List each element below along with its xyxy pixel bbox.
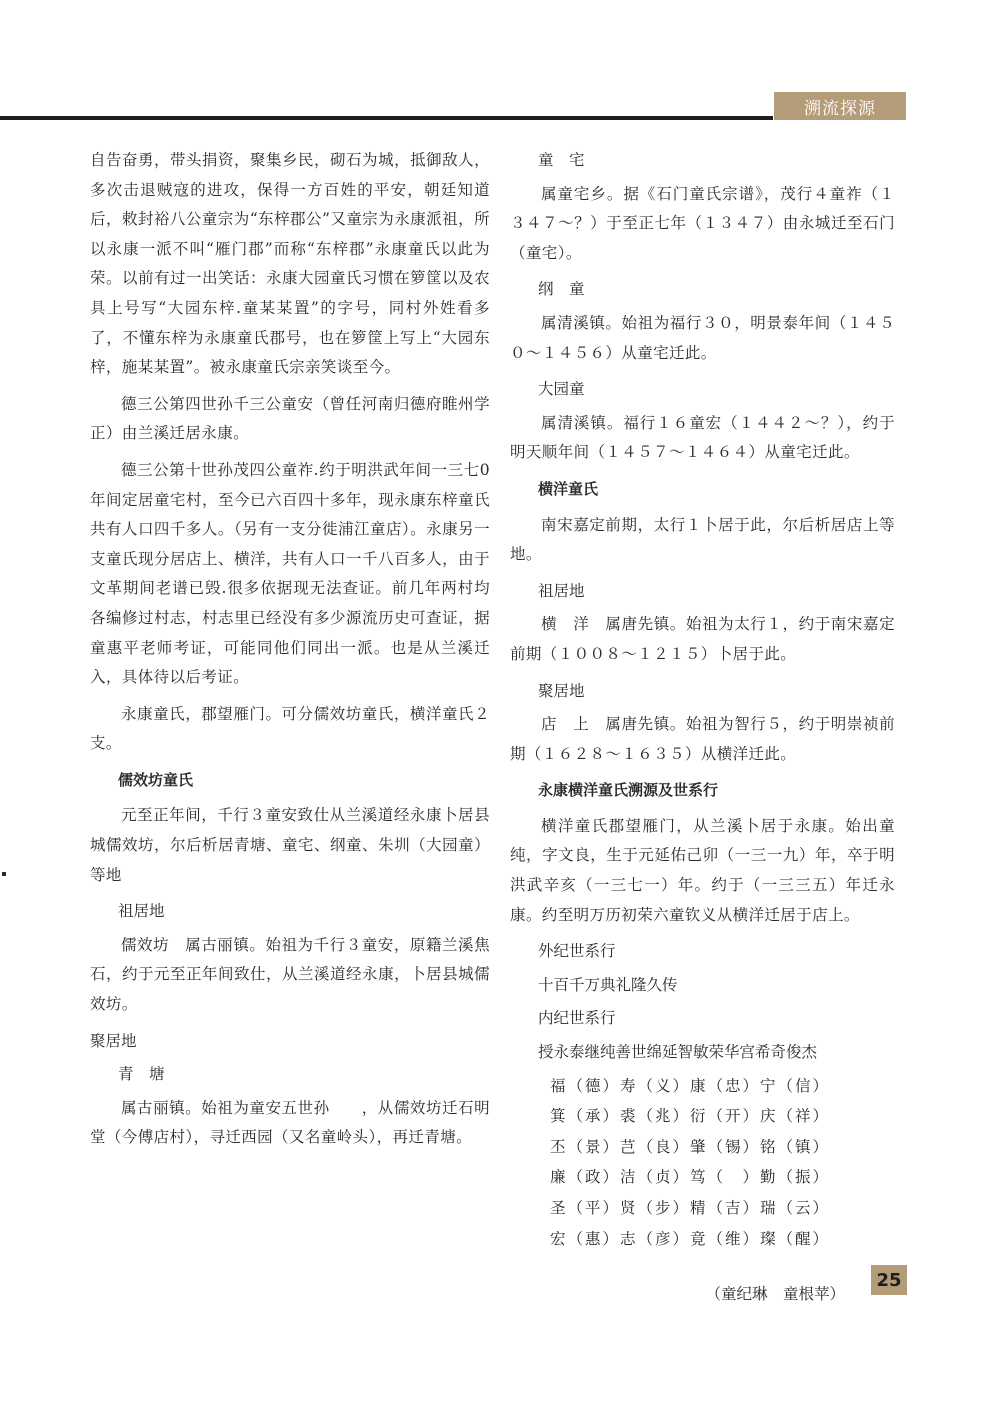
paragraph: 德三公第四世孙千三公童安（曾任河南归德府睢州学正）由兰溪迁居永康。 bbox=[90, 394, 490, 443]
paragraph: 儒效坊 属古丽镇。始祖为千行３童安，原籍兰溪焦石，约于元至正年间致仕，从兰溪道经永康，卜居县城儒效坊。 bbox=[90, 935, 490, 1014]
subheading: 纲 童 bbox=[538, 280, 585, 299]
right-column bbox=[510, 146, 895, 1310]
left-column bbox=[90, 146, 490, 1160]
subheading: 祖居地 bbox=[538, 581, 585, 600]
subheading: 青 塘 bbox=[118, 1065, 165, 1084]
subheading: 外纪世系行 bbox=[538, 942, 616, 961]
section-heading: 永康横洋童氏溯源及世系行 bbox=[538, 781, 719, 800]
paragraph: 元至正年间，千行３童安致仕从兰溪道经永康卜居县城儒效坊，尔后析居青塘、童宅、纲童、朱圳（大园童）等地 bbox=[90, 806, 490, 884]
generation-row: 圣（平）贤（步）精（吉）瑞（云） bbox=[550, 1199, 831, 1217]
subheading: 聚居地 bbox=[90, 1031, 137, 1050]
subheading: 内纪世系行 bbox=[538, 1009, 616, 1028]
generation-row: 箕（承）裘（兆）衍（开）庆（祥） bbox=[550, 1107, 831, 1126]
margin-mark bbox=[2, 872, 6, 876]
subheading: 童 宅 bbox=[538, 151, 585, 169]
paragraph: 属童宅乡。据《石门童氏宗谱》，茂行４童祚（１３４７～？）于至正七年（１３４７）由永城迁至石门（童宅）。 bbox=[510, 184, 895, 262]
generation-row: 宏（惠）志（彦）竟（维）璨（醒） bbox=[550, 1229, 831, 1248]
generation-line: 授永泰继纯善世绵延智敏荣华宫希奇俊杰 bbox=[538, 1043, 818, 1062]
section-heading: 儒效坊童氏 bbox=[118, 770, 194, 789]
paragraph: 属古丽镇。始祖为童安五世孙 ，从儒效坊迁石明堂（今傅店村），寻迁西园（又名童岭头），再迁青塘。 bbox=[90, 1098, 490, 1147]
generation-row: 丕（景）芑（良）肇（锡）铭（镇） bbox=[550, 1137, 831, 1156]
subheading: 大园童 bbox=[538, 380, 585, 399]
generation-row: 廉（政）洁（贞）笃（ ）勤（振） bbox=[550, 1168, 831, 1187]
generation-line: 十百千万典礼隆久传 bbox=[538, 975, 678, 994]
paragraph: 横洋童氏郡望雁门，从兰溪卜居于永康。始出童纯，字文良，生于元延佑己卯（一三一九）年，卒于明洪武辛亥（一三七一）年。约于（一三三五）年迁永康。约至明万历初荣六童钦义从横洋迁居于店上。 bbox=[510, 816, 895, 924]
subheading: 聚居地 bbox=[538, 681, 585, 700]
paragraph: 店 上 属唐先镇。始祖为智行５，约于明崇祯前期（１６２８～１６３５）从横洋迁此。 bbox=[510, 715, 895, 763]
paragraph: 横 洋 属唐先镇。始祖为太行１，约于南宋嘉定前期（１００８～１２１５）卜居于此。 bbox=[510, 615, 895, 663]
header-rule bbox=[0, 116, 773, 120]
author-byline: （童纪琳 童根苹） bbox=[705, 1285, 845, 1304]
section-label: 溯流探源 bbox=[774, 92, 906, 120]
paragraph: 属清溪镇。福行１６童宏（１４４２～？），约于明天顺年间（１４５７～１４６４）从童宅迁此。 bbox=[510, 413, 895, 462]
paragraph: 自告奋勇，带头捐资，聚集乡民，砌石为城，抵御敌人，多次击退贼寇的进攻，保得一方百姓的平安，朝廷知道后，敕封裕八公童宗为“东梓郡公”又童宗为永康派祖，所以永康一派不叫“雁门郡”而称“东梓郡”永康童氏以此为荣。以前有过一出笑话：永康大园童氏习惯在箩筐以及农具上号写“大园东梓.童某某置”的字号，同村外姓看多了，不懂东梓为永康童氏郡号，也在箩筐上写上“大园东梓，施某某置”。被永康童氏宗亲笑谈至今。 bbox=[90, 151, 490, 377]
paragraph: 永康童氏，郡望雁门。可分儒效坊童氏，横洋童氏２支。 bbox=[90, 704, 490, 753]
paragraph: 南宋嘉定前期，太行１卜居于此，尔后析居店上等地。 bbox=[510, 515, 895, 564]
subheading: 祖居地 bbox=[118, 902, 165, 921]
generation-row: 福（德）寿（义）康（忠）宁（信） bbox=[550, 1076, 831, 1095]
section-heading: 横洋童氏 bbox=[538, 479, 599, 498]
paragraph: 属清溪镇。始祖为福行３０，明景泰年间（１４５０～１４５６）从童宅迁此。 bbox=[510, 313, 895, 362]
paragraph: 德三公第十世孙茂四公童祚.约于明洪武年间一三七0年间定居童宅村，至今已六百四十多年，现永康东梓童氏共有人口四千多人。（另有一支分徙浦江童店）。永康另一支童氏现分居店上、横洋，共有人口一千八百多人，由于文革期间老谱已毁.很多依据现无法查证。前几年两村均各编修过村志，村志里已经没有多少源流历史可查证，据童惠平老师考证，可能同他们同出一派。也是从兰溪迁入，具体待以后考证。 bbox=[90, 460, 490, 687]
page-number: 25 bbox=[871, 1265, 907, 1295]
